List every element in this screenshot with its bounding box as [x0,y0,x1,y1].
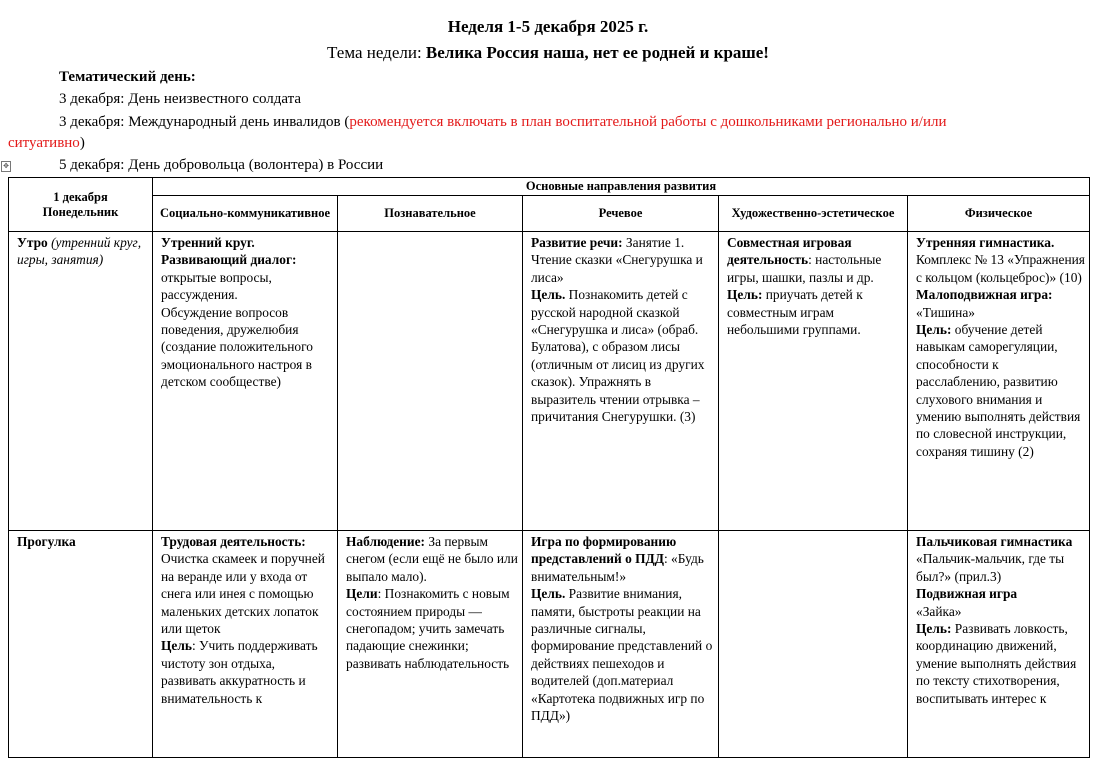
observation-text: За первым снегом (если ещё не было или выпало мало). [346,534,518,584]
morning-social-cell [153,232,338,531]
morning-art-cell [719,232,908,531]
day-date: 1 декабря [53,189,108,204]
speech-heading: Развитие речи: [531,235,623,250]
week-theme [0,43,1096,63]
col-physical: Физическое [908,196,1090,232]
walk-art-cell [719,531,908,758]
calm-game-name: «Тишина» [916,304,975,320]
walk-row [9,531,1090,758]
calm-game-goal-label: Цель: [916,322,952,338]
thematic-day-1: 3 декабря: День неизвестного солдата [59,91,302,107]
directions-header: Основные направления развития [153,178,1090,196]
morning-label: Утро [17,235,48,250]
art-heading: Совместная игровая деятельность [727,235,852,268]
traffic-goal-label: Цель. [531,586,566,602]
observation-goal-text: : Познакомить с новым состоянием природы — снегопадом; учить замечать падающие снежинки; развивать наблюдательность [346,586,510,671]
walk-label-cell [9,531,153,758]
walk-cognitive-cell [338,531,523,758]
speech-goal-label: Цель. [531,287,566,303]
observation-goal-label: Цели [346,586,378,602]
morning-speech-cell [523,232,719,531]
labor-goal-label: Цель [161,638,192,654]
gymnastics-text: Комплекс № 13 «Упражнения с кольцом (кольцеброс)» (10) [916,252,1085,285]
art-goal-text: приучать детей к совместным играм небольшими группами. [727,287,863,338]
morning-physical-cell [908,232,1090,531]
walk-label: Прогулка [17,534,76,549]
active-game-heading: Подвижная игра [916,586,1018,602]
walk-social-cell [153,531,338,758]
thematic-day-2 [59,114,947,131]
calm-game-goal-text: обучение детей навыкам саморегуляции, способности к расслаблению, развитию слухового внимания и умению выполнять действия по словесной инструкции, сохраняя тишину (2) [916,322,1081,459]
labor-goal-text: : Учить поддерживать чистоту зон отдыха, развивать аккуратность и внимательность к [161,638,318,706]
finger-gym-heading: Пальчиковая гимнастика [916,534,1073,549]
morning-row [9,232,1090,531]
col-cognitive: Познавательное [338,196,523,232]
morning-cognitive-cell [338,232,523,531]
day-weekday: Понедельник [42,204,119,219]
thematic-day-3: 5 декабря: День добровольца (волонтера) в России [59,157,384,173]
col-speech: Речевое [523,196,719,232]
walk-speech-cell [523,531,719,758]
day2-note: рекомендуется включать в план воспитательной работы с дошкольниками регионально и/или [349,114,947,130]
art-text: : настольные игры, шашки, пазлы и др. [727,252,882,285]
active-game-name: «Зайка» [916,603,962,619]
page-title: Неделя 1-5 декабря 2025 г. [447,17,649,36]
finger-gym-text: «Пальчик-мальчик, где ты был?» (прил.3) [916,551,1065,584]
labor-text: Очистка скамеек и поручней на веранде или у входа от снега или инея с помощью маленьких детских лопаток или щеток [161,551,325,637]
art-goal-label: Цель: [727,287,763,303]
speech-goal-text: Познакомить детей с русской народной сказкой «Снегурушка и лиса» (обраб. Булатова), с образом лисы (отличным от лисиц из других сказок). Упражнять в выразитель чтении отрывка – причитания Снегурушки. (3) [531,287,705,425]
gymnastics-heading: Утренняя гимнастика. [916,235,1055,250]
table-header-row [9,178,1090,196]
dialog-heading: Развивающий диалог: [161,252,297,268]
day-cell [9,178,153,232]
day2-suffix: ) [79,135,85,151]
col-art: Художественно-эстетическое [719,196,908,232]
column-header-row [9,196,1090,232]
plan-table [8,177,1090,758]
theme-label: Тема недели: [327,43,426,62]
col-social: Социально-коммуникативное [153,196,338,232]
day2-prefix: 3 декабря: Международный день инвалидов ( [59,114,350,130]
table-anchor-icon[interactable]: ✥ [1,161,11,172]
traffic-game-name: : «Будь внимательным!» [531,551,704,584]
speech-text: Занятие 1. Чтение сказки «Снегурушка и лиса» [531,235,703,285]
active-game-goal-text: Развивать ловкость, координацию движений, умение выполнять действия по тексту стихотворения, воспитывать интерес к [916,621,1077,706]
traffic-game-heading: Игра по формированию представлений о ПДД [531,534,677,567]
theme-text: Велика Россия наша, нет ее родней и краше! [425,43,769,62]
walk-physical-cell [908,531,1090,758]
dialog-discussion: Обсуждение вопросов поведения, дружелюбия (создание положительного эмоционального настроя в детском сообществе) [161,304,313,390]
morning-circle: Утренний круг. [161,235,255,250]
dialog-text: открытые вопросы, рассуждения. [161,269,272,303]
morning-label-cell [9,232,153,531]
day2-note-cont: ситуативно [8,135,80,151]
calm-game-heading: Малоподвижная игра: [916,287,1053,303]
observation-heading: Наблюдение: [346,534,426,549]
thematic-day-2-cont [8,135,85,152]
labor-heading: Трудовая деятельность: [161,534,306,549]
traffic-goal-text: Развитие внимания, памяти, быстроты реакции на различные сигналы, формирование представлений о действиях пешеходов и водителей (доп.материал «Картотека подвижных игр по ПДД») [531,586,713,724]
thematic-heading: Тематический день: [59,69,196,85]
active-game-goal-label: Цель: [916,621,952,637]
morning-label-note: (утренний круг, игры, занятия) [17,235,142,268]
